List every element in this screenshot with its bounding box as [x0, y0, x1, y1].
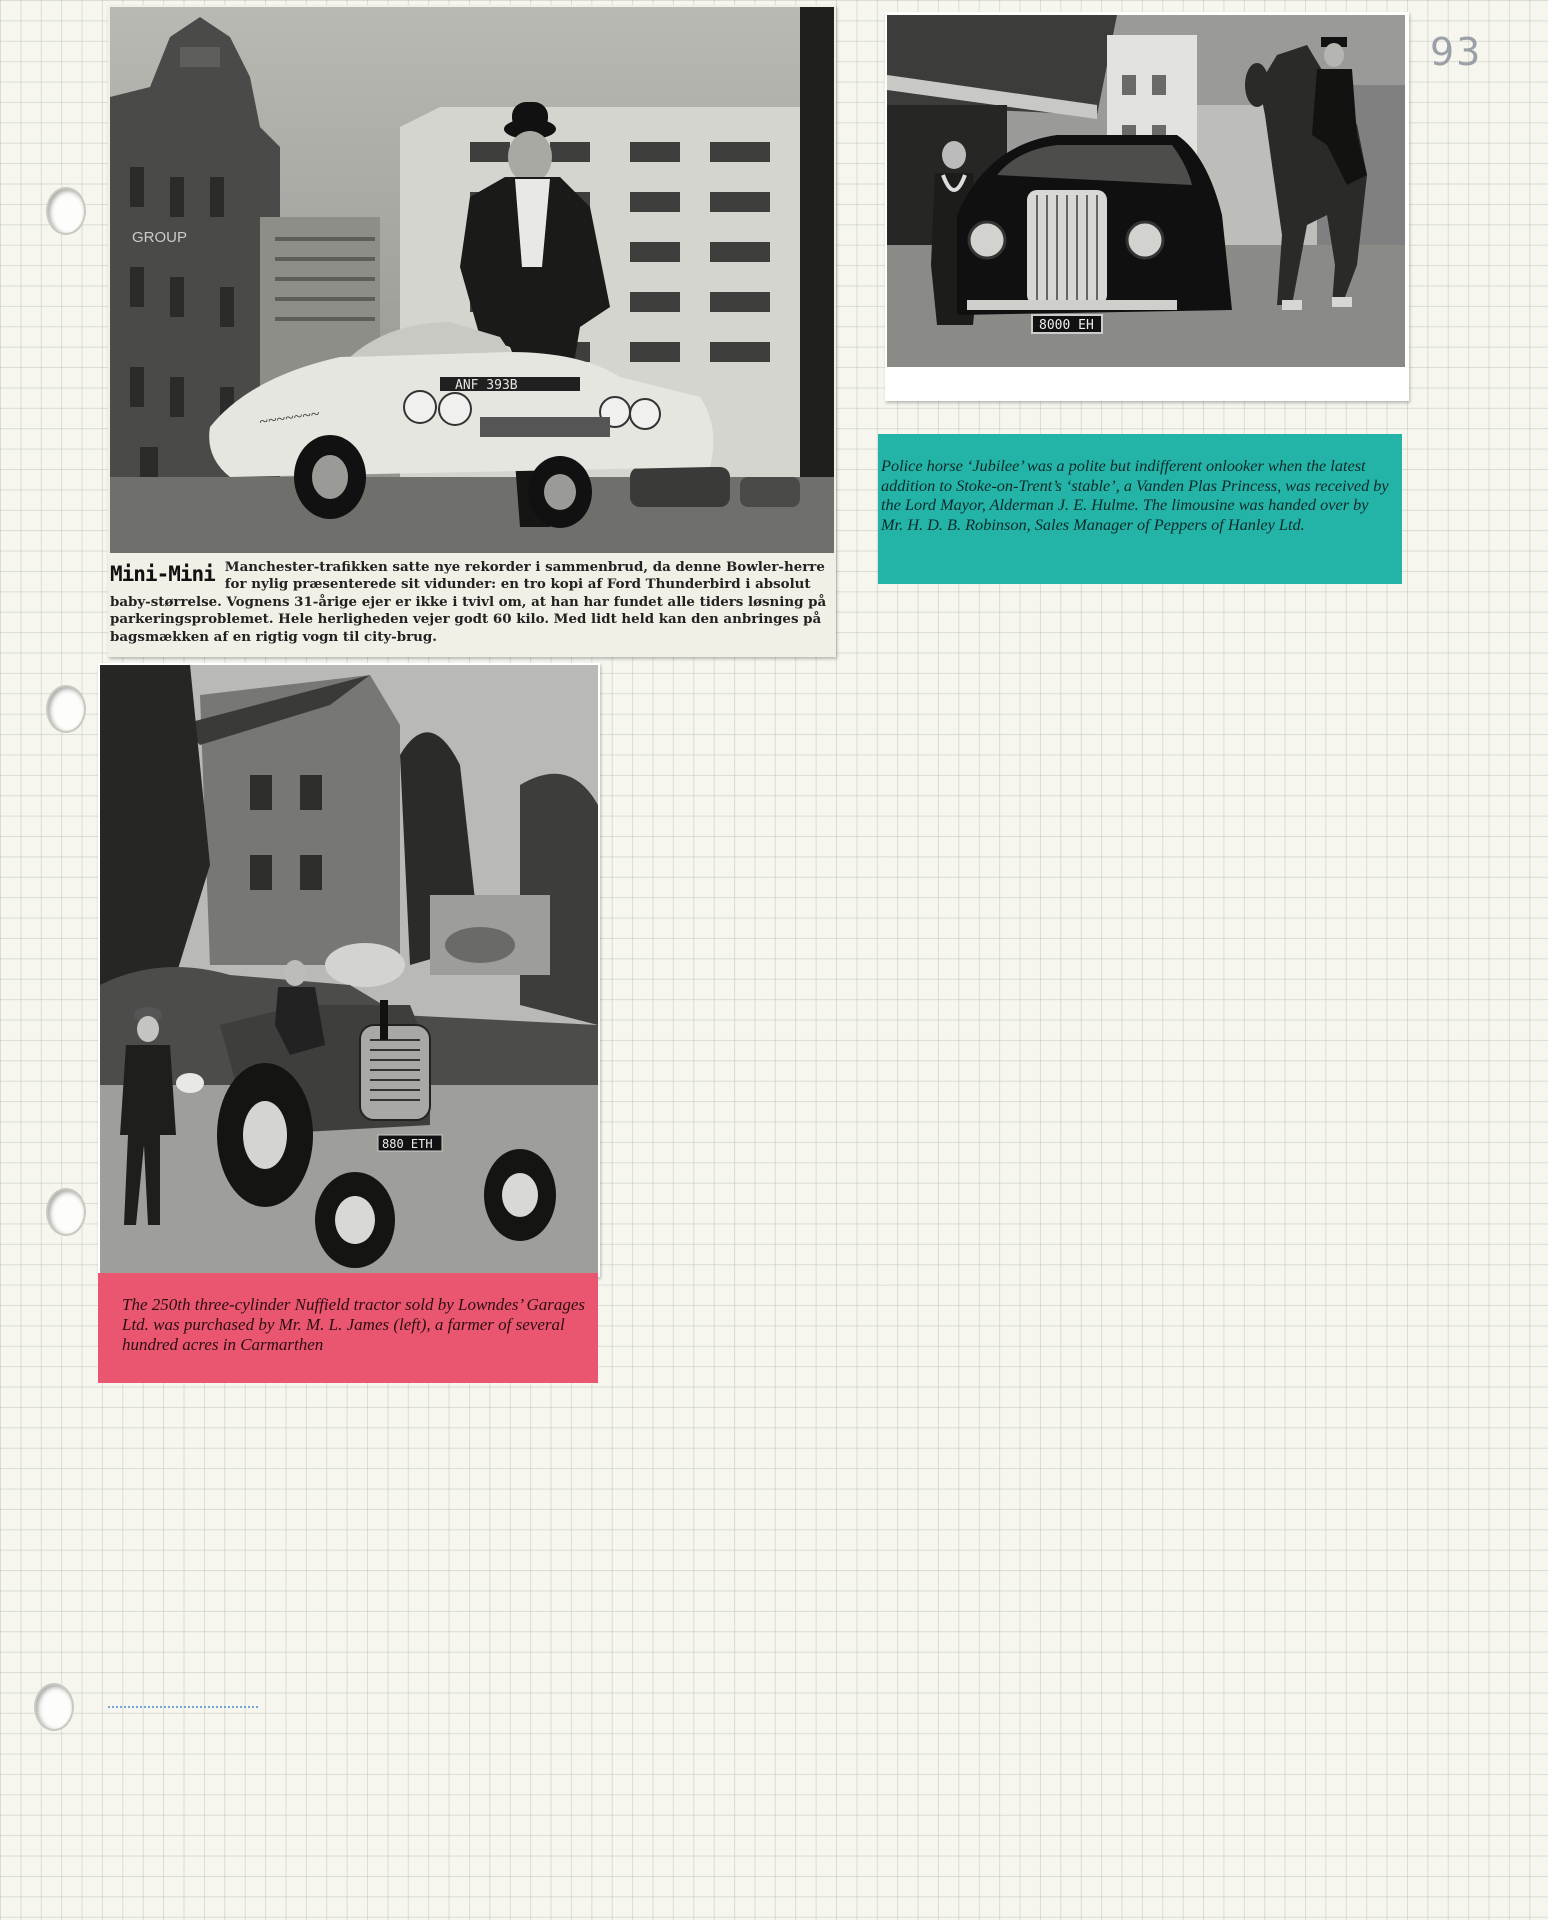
mini-mini-heading: Mini-Mini	[110, 562, 215, 586]
punch-hole-bottom	[36, 1685, 72, 1729]
police-horse-clipping	[885, 12, 1409, 401]
mini-mini-caption-block	[110, 559, 832, 655]
building-sign: GROUP	[132, 229, 188, 246]
tractor-caption: The 250th three-cylinder Nuffield tractor sold by Lowndes’ Garages Ltd. was purchased by Mr. M. L. James (left), a farmer of several hundred acres in Carmarthen	[98, 1273, 598, 1383]
mini-mini-clipping	[108, 5, 836, 657]
punch-hole-middle	[48, 687, 84, 731]
tractor-plate: 880 ETH	[382, 1137, 433, 1151]
police-horse-photo	[887, 15, 1405, 367]
page-number: 93	[1430, 30, 1483, 74]
punch-hole-lower	[48, 1190, 84, 1234]
police-horse-caption: Police horse ‘Jubilee’ was a polite but indifferent onlooker when the latest addition to Stoke-on-Trent’s ‘stable’, a Vanden Plas Princess, was received by the Lord Mayor, Alderman J. E. Hulme. The limousine was handed over by Mr. H. D. B. Robinson, Sales Manager of Peppers of Hanley Ltd.	[878, 434, 1402, 584]
mini-mini-caption-text: Manchester-trafikken satte nye rekorder i sammenbrud, da denne Bowler-herre for nylig præsenterede sit vidunder: en tro kopi af Ford Thunderbird i absolut baby-størrelse. Vognens 31-årige ejer er ikke i tvivl om, at han har fundet alle tiders løsning på parkeringsproblemet. Hele herligheden vejer godt 60 kilo. Med lidt held kan den anbringes på bagsmækken af en rigtig vogn til city-brug.	[110, 559, 827, 645]
punch-hole-top	[48, 189, 84, 233]
tractor-photo	[100, 665, 598, 1273]
tractor-clipping	[98, 663, 600, 1277]
pen-mark	[108, 1706, 258, 1713]
mini-car-photo	[110, 7, 834, 553]
mini-car-plate: ANF 393B	[455, 378, 518, 393]
limousine-plate: 8000 EH	[1039, 318, 1094, 333]
svg-text:~~~~~~~: ~~~~~~~	[258, 405, 321, 431]
